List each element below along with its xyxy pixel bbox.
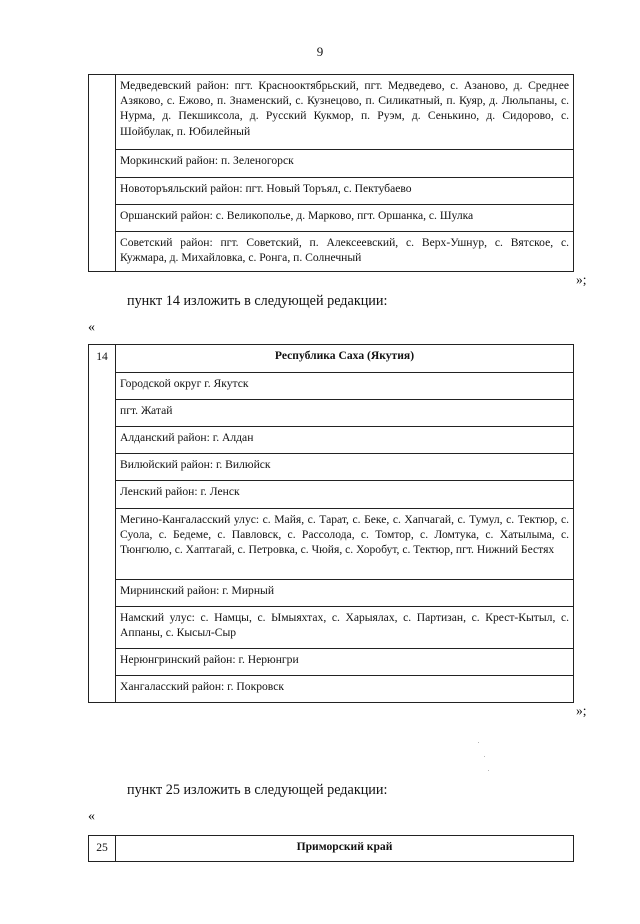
table-item-25: [88, 835, 574, 862]
table-row: Медведевский район: пгт. Краснооктябрьский, пгт. Медведево, с. Азаново, д. Среднее Азяково, с. Ежово, п. Знаменский, с. Кузнецово, п. Силикатный, п. Куяр, д. Люльпаны, с. Нурма, д. Пекшиксола, д. Русский Кукмор, п. Руэм, д. Сенькино, д. Сидорово, с. Шойбулак, п. Юбилейный: [116, 75, 574, 150]
table-row: Алданский район: г. Алдан: [116, 427, 574, 454]
closing-quote: »;: [576, 703, 587, 718]
table-row: Городской округ г. Якутск: [116, 373, 574, 400]
scan-speck: [488, 770, 489, 771]
table-title: Приморский край: [116, 836, 574, 862]
table-mari-el-continuation: [88, 74, 574, 272]
amendment-paragraph-14: пункт 14 изложить в следующей редакции:: [127, 293, 388, 309]
table-row: Хангаласский район: г. Покровск: [116, 676, 574, 703]
table-row: Оршанский район: с. Великополье, д. Марково, пгт. Оршанка, с. Шулка: [116, 205, 574, 232]
table-row: Вилюйский район: г. Вилюйск: [116, 454, 574, 481]
row-number-cell: 14: [89, 345, 116, 703]
closing-quote: »;: [576, 272, 587, 287]
table-row: Новоторъяльский район: пгт. Новый Торъял, с. Пектубаево: [116, 178, 574, 205]
table-row: пгт. Жатай: [116, 400, 574, 427]
row-number-cell: 25: [89, 836, 116, 862]
scan-speck: [478, 742, 479, 743]
table-row: Советский район: пгт. Советский, п. Алексеевский, с. Верх-Ушнур, с. Вятское, с. Кужмара, д. Михайловка, с. Ронга, п. Солнечный: [116, 232, 574, 272]
table-item-14: [88, 344, 574, 703]
row-number-cell: [89, 75, 116, 272]
table-row: Мегино-Кангаласский улус: с. Майя, с. Тарат, с. Беке, с. Хапчагай, с. Тумул, с. Тектюр, с. Суола, с. Бедеме, с. Павловск, с. Рассолода, с. Томтор, с. Ломтука, с. Хатылыма, с. Тюнгюлю, с. Хаптагай, с. Петровка, с. Чюйя, с. Хоробут, с. Тектюр, пгт. Нижний Бестях: [116, 509, 574, 580]
page-number: 9: [316, 44, 324, 59]
opening-quote: «: [88, 320, 95, 335]
table-title: Республика Саха (Якутия): [116, 345, 574, 373]
scan-speck: [484, 756, 485, 757]
opening-quote: «: [88, 809, 95, 824]
table-row: Ленский район: г. Ленск: [116, 481, 574, 509]
table-row: Намский улус: с. Намцы, с. Ымыяхтах, с. Харыялах, с. Партизан, с. Крест-Кытыл, с. Аппаны, с. Кысыл-Сыр: [116, 607, 574, 649]
table-row: Мирнинский район: г. Мирный: [116, 580, 574, 607]
amendment-paragraph-25: пункт 25 изложить в следующей редакции:: [127, 782, 388, 798]
table-row: Нерюнгринский район: г. Нерюнгри: [116, 649, 574, 676]
table-row: Моркинский район: п. Зеленогорск: [116, 150, 574, 178]
